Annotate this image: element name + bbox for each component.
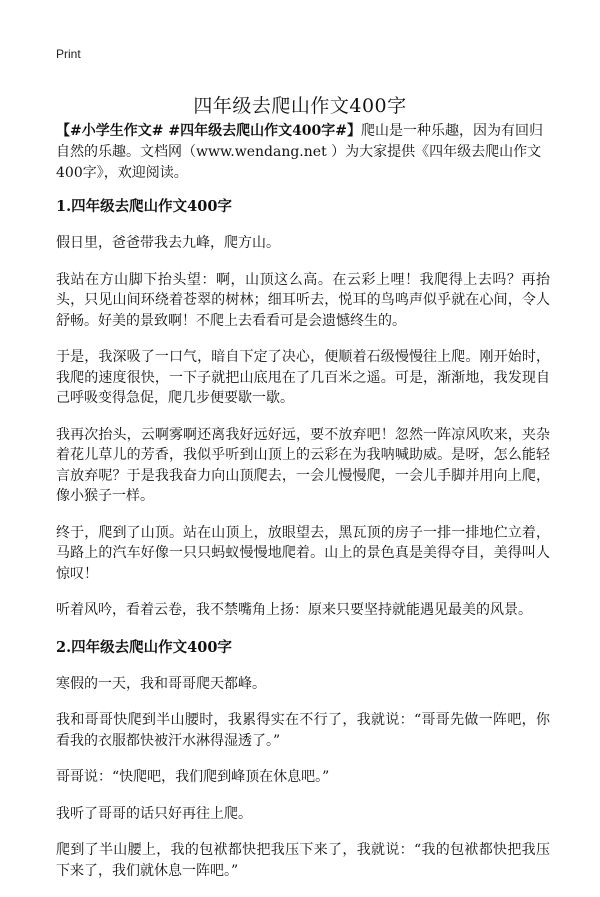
section-heading: 2.四年级去爬山作文400字: [56, 638, 232, 656]
intro-paragraph: [56, 121, 550, 184]
paragraph: 假日里，爸爸带我去九峰，爬方山。: [56, 235, 280, 251]
page-title: 四年级去爬山作文400字: [193, 94, 407, 117]
print-link[interactable]: Print: [56, 47, 81, 61]
paragraph: 听着风吟，看着云卷，我不禁嘴角上扬：原来只要坚持就能遇见最美的风景。: [56, 602, 532, 618]
paragraph: 我听了哥哥的话只好再往上爬。: [56, 805, 252, 822]
section-2: [56, 637, 550, 882]
paragraph: 于是，我深吸了一口气，暗自下定了决心，便顺着石级慢慢往上爬。刚开始时，我爬的速度很快，一下子就把山底甩在了几百米之遥。可是，渐渐地，我发现自己呼吸变得急促，爬几步便要歇一歇。: [56, 349, 550, 406]
paragraph: 哥哥说：“快爬吧，我们爬到峰顶在休息吧。”: [56, 769, 330, 785]
intro-tags: 【#小学生作文# #四年级去爬山作文400字#】: [56, 123, 362, 139]
section-heading: 1.四年级去爬山作文400字: [56, 198, 232, 215]
paragraph: 爬到了半山腰上，我的包袱都快把我压下来了，我就说：“我的包袱都快把我压下来了，我们就休息一阵吧。”: [56, 842, 550, 879]
section-1: [56, 196, 550, 621]
paragraph: 我站在方山脚下抬头望：啊，山顶这么高。在云彩上哩！我爬得上去吗？再抬头，只见山间环绕着苍翠的树林；细耳听去，悦耳的鸟鸣声似乎就在心间，令人舒畅。好美的景致啊！不爬上去看看可是会遗憾终生的。: [56, 271, 550, 329]
paragraph: 我和哥哥快爬到半山腰时，我累得实在不行了，我就说：“哥哥先做一阵吧，你看我的衣服都快被汗水淋得湿透了。”: [56, 712, 550, 749]
intro-text: 爬山是一种乐趣，因为有回归自然的乐趣。文档网（www.wendang.net ）为大家提供《四年级去爬山作文400字》，欢迎阅读。: [56, 123, 544, 181]
article-body: [56, 121, 550, 897]
paragraph: 我再次抬头，云啊雾啊还离我好远好远，要不放弃吧！忽然一阵凉风吹来，夹杂着花儿草儿的芳香，我似乎听到山顶上的云彩在为我呐喊助威。是呀，怎么能轻言放弃呢？于是我我奋力向山顶爬去，一会儿慢慢爬，一会儿手脚并用向上爬，像小猴子一样。: [56, 426, 550, 504]
paragraph: 寒假的一天，我和哥哥爬天都峰。: [56, 675, 266, 692]
paragraph: 终于，爬到了山顶。站在山顶上，放眼望去，黑瓦顶的房子一排一排地伫立着，马路上的汽车好像一只只蚂蚁慢慢地爬着。山上的景色真是美得夺目，美得叫人惊叹！: [56, 524, 550, 582]
